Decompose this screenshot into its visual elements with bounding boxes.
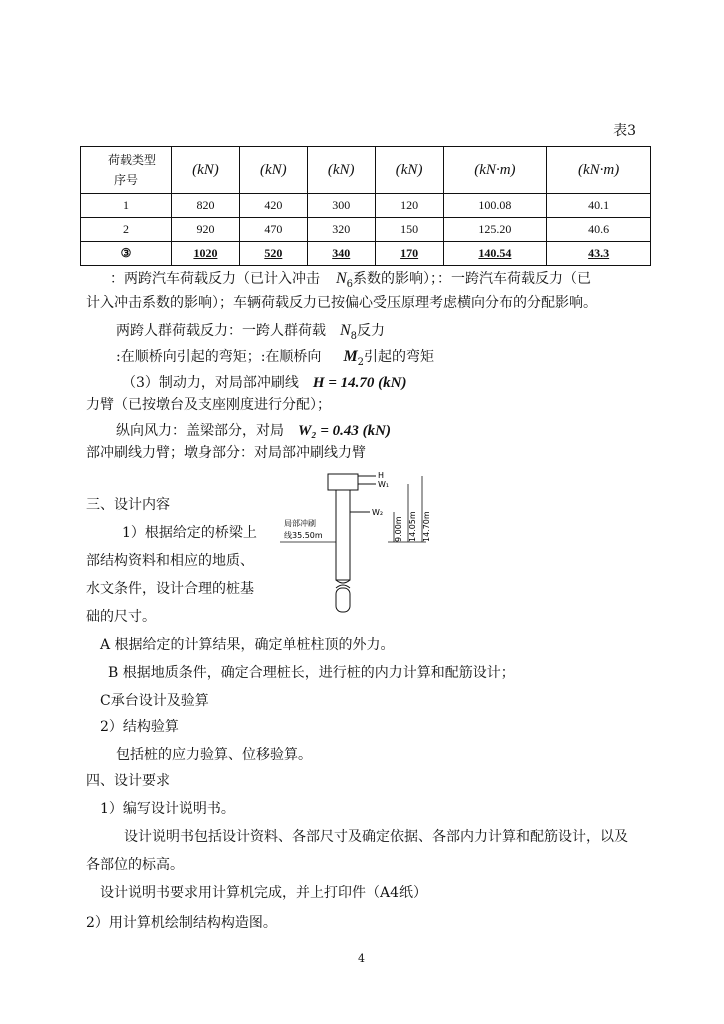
table-cell: ③: [81, 242, 172, 266]
pile-body: [336, 588, 350, 612]
table-cell: 40.1: [547, 194, 651, 218]
header-cell: (kN): [239, 147, 307, 194]
para5-line1: [116, 420, 391, 440]
table-cell: 920: [172, 218, 240, 242]
table-cell: 820: [172, 194, 240, 218]
s3-item1-line3: 水文条件，设计合理的桩基: [86, 581, 254, 597]
para4-text-a: （3）制动力，对局部冲刷线: [122, 375, 299, 391]
table-cell: 43.3: [547, 242, 651, 266]
header-cell: (kN): [307, 147, 375, 194]
table-row: [81, 218, 651, 242]
s3-item1-line1: 1）根据给定的桥梁上: [122, 525, 257, 541]
para2: [116, 320, 385, 342]
page-number: 4: [358, 952, 365, 965]
cap-beam: [328, 474, 358, 490]
para5-line2: 部冲刷线力臂；墩身部分：对局部冲刷线力臂: [86, 445, 366, 461]
pier-column: [336, 490, 350, 580]
table-row-highlighted: [81, 242, 651, 266]
table-row: [81, 194, 651, 218]
para1-line2: 计入冲击系数的影响）；车辆荷载反力已按偏心受压原理考虑横向分布的分配影响。: [86, 295, 597, 311]
para4-line2: 力臂（已按墩台及支座刚度进行分配）；: [86, 397, 331, 413]
para1-symbol: N: [336, 270, 347, 287]
para2-text-a: 两跨人群荷载反力：一跨人群荷载: [116, 323, 326, 339]
header-cell: (kN·m): [547, 147, 651, 194]
para2-subscript: 8: [350, 330, 358, 342]
para4-formula: H = 14.70 (kN): [312, 375, 407, 391]
para2-text-b: 反力: [357, 323, 386, 339]
dim-label-2: 14.05m: [408, 511, 417, 542]
table-cell: 140.54: [443, 242, 547, 266]
para2-symbol: N: [340, 322, 351, 339]
table-cell: 320: [307, 218, 375, 242]
para5-formula: W₂ = 0.43 (kN): [298, 423, 391, 439]
s4-item2: 2）用计算机绘制结构构造图。: [86, 915, 277, 931]
s4-desc-line1: 设计说明书包括设计资料、各部尺寸及确定依据、各部内力计算和配筋设计，以及: [124, 829, 628, 845]
table-cell: 340: [307, 242, 375, 266]
table-cell: 2: [81, 218, 172, 242]
table-header-row: [81, 147, 651, 194]
item-c: C承台设计及验算: [100, 693, 209, 709]
s4-desc2: 设计说明书要求用计算机完成，并上打印件（A4纸）: [100, 885, 428, 901]
table-cell: 120: [375, 194, 443, 218]
para3-text-b: 引起的弯矩: [364, 349, 435, 365]
para3: [116, 346, 434, 368]
section4-title: 四、设计要求: [86, 773, 170, 789]
label-h: H: [378, 471, 385, 480]
table-cell: 40.6: [547, 218, 651, 242]
para3-subscript: 2: [357, 356, 365, 368]
table-cell: 470: [239, 218, 307, 242]
table-cell: 125.20: [443, 218, 547, 242]
table-label: 表3: [613, 123, 636, 139]
table-cell: 1: [81, 194, 172, 218]
table-cell: 170: [375, 242, 443, 266]
item-a: A 根据给定的计算结果，确定单桩柱顶的外力。: [100, 637, 395, 653]
para4-line1: [122, 372, 406, 392]
para1-line1: [110, 268, 591, 290]
header-cell: (kN): [375, 147, 443, 194]
para1-subscript: 6: [346, 278, 354, 290]
dim-label-1: 9.00m: [394, 516, 403, 542]
dim-label-3: 14.70m: [422, 511, 431, 542]
table-cell: 150: [375, 218, 443, 242]
section3-title: 三、设计内容: [86, 497, 170, 513]
table-cell: 300: [307, 194, 375, 218]
table-cell: 1020: [172, 242, 240, 266]
table-cell: 420: [239, 194, 307, 218]
pile-structure-figure: [276, 468, 446, 618]
header-cell: (kN·m): [443, 147, 547, 194]
para3-symbol: M: [343, 348, 358, 365]
header-label-line2: 序号: [113, 173, 138, 187]
table-cell: 520: [239, 242, 307, 266]
table-cell: 100.08: [443, 194, 547, 218]
s4-desc-line2: 各部位的标高。: [86, 857, 184, 873]
s4-item1: 1）编写设计说明书。: [100, 801, 235, 817]
item-b: B 根据地质条件，确定合理桩长，进行桩的内力计算和配筋设计；: [108, 665, 515, 681]
header-cell: (kN): [172, 147, 240, 194]
scour-label-line2: 线35.50m: [284, 531, 323, 540]
load-table: [80, 146, 651, 266]
s3-item1-line2: 部结构资料和相应的地质、: [86, 553, 254, 569]
s3-item1-line4: 础的尺寸。: [86, 609, 156, 625]
para3-text-a: :在顺桥向引起的弯矩；:在顺桥向: [116, 349, 322, 365]
item-2-desc: 包括桩的应力验算、位移验算。: [116, 747, 312, 763]
para5-text-a: 纵向风力：盖梁部分，对局: [116, 423, 284, 439]
header-label-line1: 荷载类型: [107, 153, 156, 167]
label-w1: W₁: [378, 480, 390, 489]
table-header-label: [81, 147, 172, 194]
label-w2: W₂: [372, 508, 384, 517]
para1-text-a: ：两跨汽车荷载反力（已计入冲击: [110, 271, 320, 287]
item-2: 2）结构验算: [100, 719, 179, 735]
scour-label-line1: 局部冲刷: [284, 519, 316, 528]
para1-text-b: 系数的影响）；：一跨汽车荷载反力（已: [353, 271, 592, 287]
